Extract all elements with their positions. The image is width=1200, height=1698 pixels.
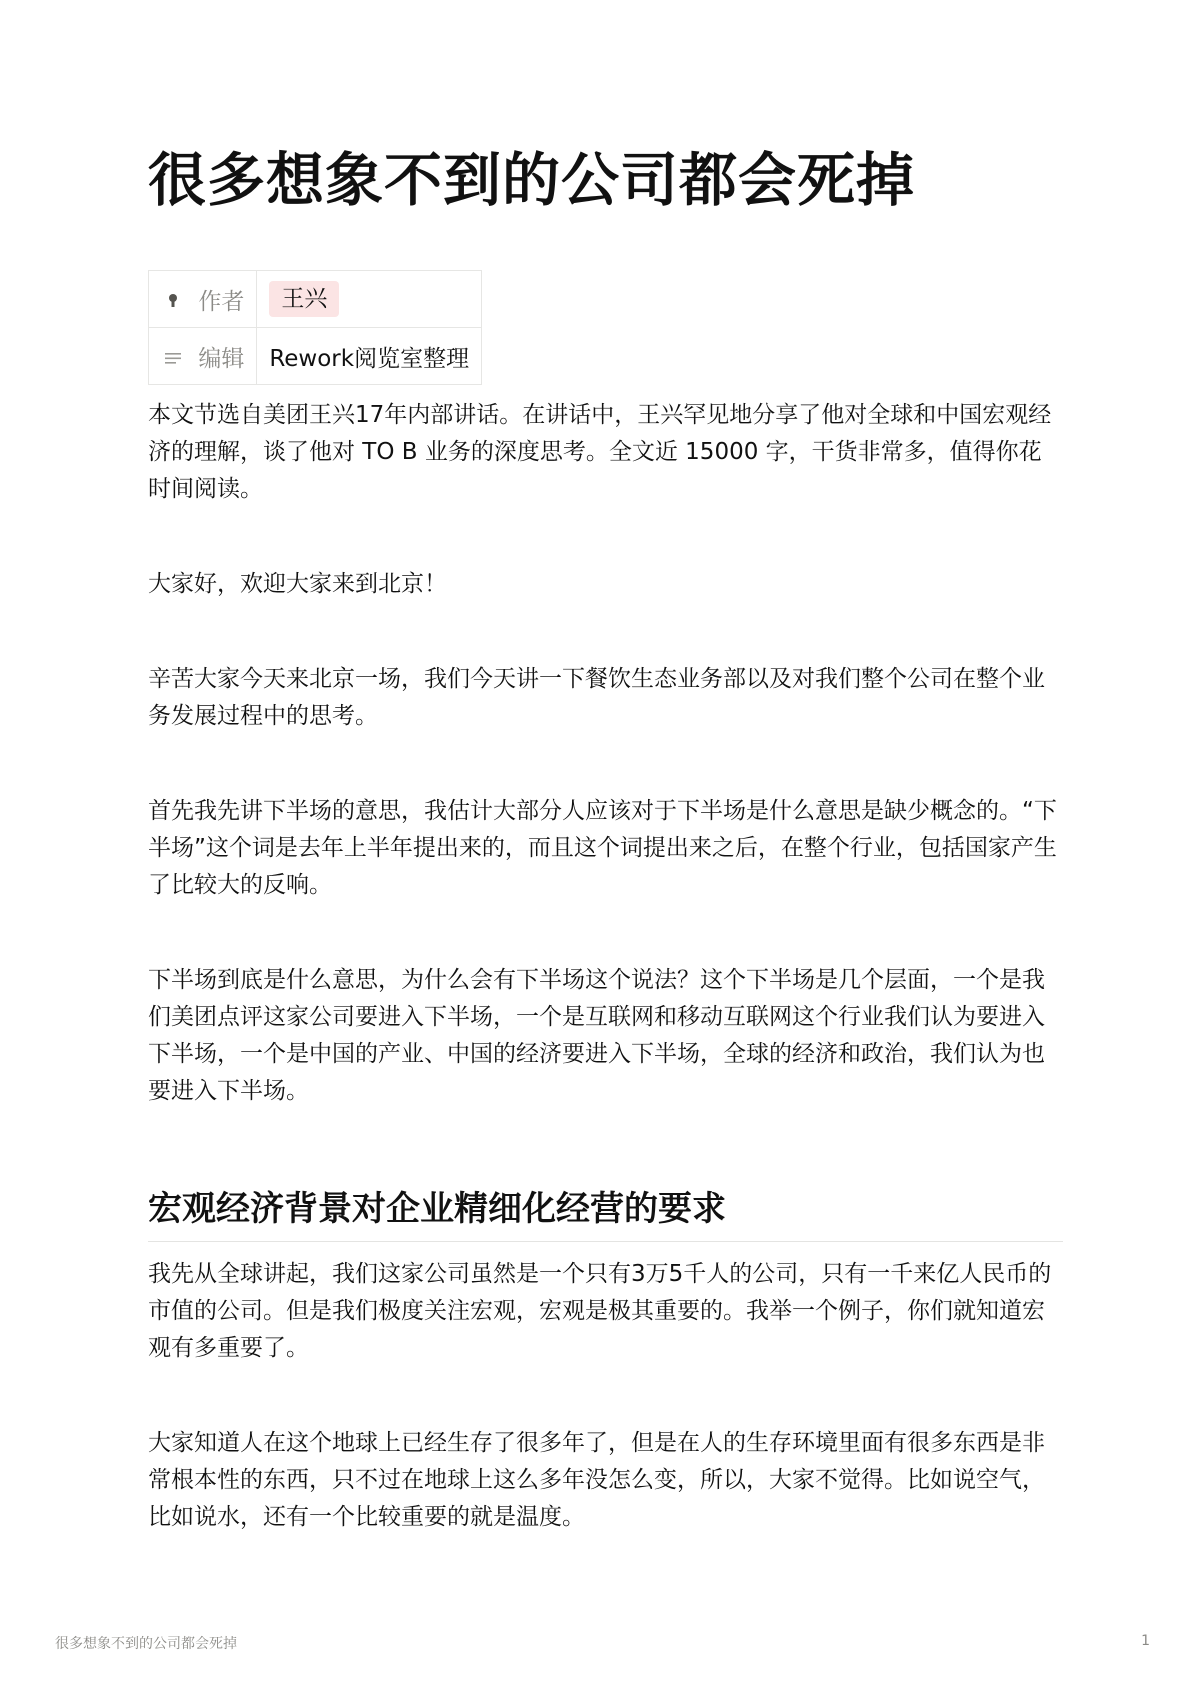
text-lines-icon [161,350,185,371]
properties-table [148,270,482,385]
person-icon-svg [165,291,181,309]
body-paragraph: 首先我先讲下半场的意思，我估计大部分人应该对于下半场是什么意思是缺少概念的。“下半场”这个词是去年上半年提出来的，而且这个词提出来之后，在整个行业，包括国家产生了比较大的反响。 [148,798,1057,898]
property-key-author [149,271,257,328]
section-heading: 宏观经济背景对企业精细化经营的要求 [148,1185,1063,1242]
body-paragraph: 大家知道人在这个地球上已经生存了很多年了，但是在人的生存环境里面有很多东西是非常根本性的东西，只不过在地球上这么多年没怎么变，所以，大家不觉得。比如说空气，比如说水，还有一个比较重要的就是温度。 [148,1430,1045,1530]
property-row-editor [149,328,482,385]
property-label-editor: 编辑 [198,345,245,372]
person-icon [161,291,185,314]
intro-paragraph: 本文节选自美团王兴17年内部讲话。在讲话中，王兴罕见地分享了他对全球和中国宏观经济的理解，谈了他对 TO B 业务的深度思考。全文近 15000 字，干货非常多，值得你花时间阅读。 [148,402,1052,502]
property-key-editor [149,328,257,385]
property-value-author[interactable] [257,271,482,328]
property-row-author [149,271,482,328]
body-paragraph: 大家好，欢迎大家来到北京！ [148,571,447,597]
document-page [148,140,1063,1536]
body-paragraph: 我先从全球讲起，我们这家公司虽然是一个只有3万5千人的公司，只有一千来亿人民币的市值的公司。但是我们极度关注宏观，宏观是极其重要的。我举一个例子，你们就知道宏观有多重要了。 [148,1261,1052,1361]
property-value-editor[interactable]: Rework阅览室整理 [257,328,482,385]
body-paragraph: 辛苦大家今天来北京一场，我们今天讲一下餐饮生态业务部以及对我们整个公司在整个业务发展过程中的思考。 [148,666,1045,729]
author-tag[interactable]: 王兴 [269,281,339,317]
text-lines-icon-svg [164,350,182,366]
page-number: 1 [1141,1633,1150,1649]
footer-title: 很多想象不到的公司都会死掉 [55,1636,237,1652]
body-paragraph: 下半场到底是什么意思，为什么会有下半场这个说法？这个下半场是几个层面，一个是我们美团点评这家公司要进入下半场，一个是互联网和移动互联网这个行业我们认为要进入下半场，一个是中国的产业、中国的经济要进入下半场，全球的经济和政治，我们认为也要进入下半场。 [148,967,1045,1104]
property-label-author: 作者 [198,288,245,315]
page-title: 很多想象不到的公司都会死掉 [148,146,916,214]
